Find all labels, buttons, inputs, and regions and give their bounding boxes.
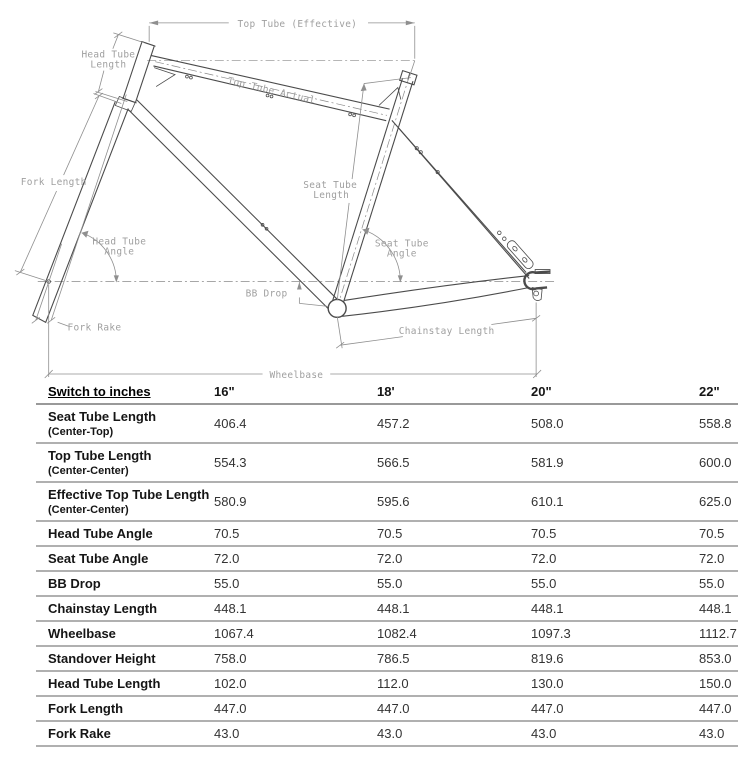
table-row [36, 443, 738, 482]
row-sublabel: (Center-Center) [48, 504, 129, 516]
row-label: Effective Top Tube Length [48, 487, 210, 502]
label-top-tube-effective: Top Tube (Effective) [237, 18, 358, 30]
column-header-16: 16" [214, 384, 235, 399]
value-cell: 1112.7 [699, 626, 737, 641]
value-cell: 43.0 [531, 726, 557, 741]
value-cell: 566.5 [377, 455, 410, 470]
label-seat-tube-angle-1: Seat Tube [374, 238, 429, 250]
value-cell: 70.5 [214, 526, 240, 541]
value-cell: 72.0 [214, 551, 240, 566]
value-cell: 600.0 [699, 455, 732, 470]
label-head-tube-angle-2: Angle [104, 246, 135, 258]
row-label: Fork Rake [48, 726, 111, 741]
row-label: Wheelbase [48, 626, 116, 641]
table-row [36, 571, 738, 596]
value-cell: 448.1 [531, 601, 564, 616]
geometry-table [36, 380, 738, 747]
row-sublabel: (Center-Top) [48, 426, 114, 438]
geometry-table-body [36, 404, 738, 746]
value-cell: 853.0 [699, 651, 732, 666]
value-cell: 406.4 [214, 416, 247, 431]
value-cell: 43.0 [699, 726, 725, 741]
label-wheelbase: Wheelbase [269, 370, 324, 380]
row-sublabel: (Center-Center) [48, 465, 129, 477]
label-fork-length: Fork Length [20, 177, 87, 189]
value-cell: 1082.4 [377, 626, 417, 641]
value-cell: 819.6 [531, 651, 564, 666]
label-top-tube-actual: Top Tube Actual [226, 75, 317, 107]
label-seat-tube-angle-2: Angle [386, 248, 417, 260]
row-label: Top Tube Length [48, 448, 152, 463]
value-cell: 1097.3 [531, 626, 571, 641]
value-cell: 72.0 [699, 551, 725, 566]
row-label: Chainstay Length [48, 601, 158, 616]
frame-geometry-svg [0, 0, 740, 380]
table-header-row [36, 380, 738, 404]
frame-geometry-diagram [0, 0, 740, 380]
value-cell: 558.8 [699, 416, 732, 431]
value-cell: 625.0 [699, 494, 732, 509]
table-row [36, 621, 738, 646]
table-row [36, 404, 738, 443]
value-cell: 448.1 [214, 601, 247, 616]
frame-outline [33, 41, 529, 322]
value-cell: 70.5 [531, 526, 557, 541]
value-cell: 447.0 [531, 701, 564, 716]
value-cell: 70.5 [377, 526, 403, 541]
column-header-20: 20" [531, 384, 552, 399]
table-row [36, 482, 738, 521]
table-row [36, 696, 738, 721]
value-cell: 508.0 [531, 416, 564, 431]
value-cell: 448.1 [377, 601, 410, 616]
value-cell: 130.0 [531, 676, 564, 691]
value-cell: 43.0 [214, 726, 240, 741]
value-cell: 150.0 [699, 676, 732, 691]
value-cell: 447.0 [699, 701, 732, 716]
label-chainstay-length: Chainstay Length [398, 326, 495, 338]
value-cell: 581.9 [531, 455, 564, 470]
table-row [36, 596, 738, 621]
label-head-tube-angle-1: Head Tube [92, 236, 147, 248]
column-header-18: 18' [377, 384, 395, 399]
value-cell: 102.0 [214, 676, 247, 691]
value-cell: 72.0 [531, 551, 557, 566]
label-head-tube-length-2: Length [90, 59, 127, 71]
rear-dropout [524, 270, 550, 301]
value-cell: 447.0 [214, 701, 247, 716]
value-cell: 595.6 [377, 494, 410, 509]
value-cell: 55.0 [377, 576, 403, 591]
value-cell: 112.0 [377, 676, 409, 691]
diagram-labels [21, 19, 495, 380]
value-cell: 758.0 [214, 651, 247, 666]
value-cell: 72.0 [377, 551, 403, 566]
value-cell: 55.0 [214, 576, 240, 591]
table-row [36, 546, 738, 571]
row-label: Head Tube Angle [48, 526, 153, 541]
label-seat-tube-length-1: Seat Tube [303, 180, 358, 192]
table-row [36, 521, 738, 546]
value-cell: 610.1 [531, 494, 564, 509]
label-fork-rake: Fork Rake [67, 322, 122, 334]
table-row [36, 671, 738, 696]
row-label: Head Tube Length [48, 676, 161, 691]
value-cell: 43.0 [377, 726, 403, 741]
value-cell: 786.5 [377, 651, 410, 666]
column-header-22: 22" [699, 384, 720, 399]
switch-to-inches-link[interactable]: Switch to inches [48, 384, 151, 399]
value-cell: 55.0 [531, 576, 557, 591]
table-row [36, 721, 738, 746]
value-cell: 1067.4 [214, 626, 254, 641]
row-label: Standover Height [48, 651, 156, 666]
value-cell: 70.5 [699, 526, 725, 541]
value-cell: 55.0 [699, 576, 725, 591]
row-label: Seat Tube Length [48, 409, 157, 424]
row-label: BB Drop [48, 576, 101, 591]
row-label: Seat Tube Angle [48, 551, 149, 566]
label-bb-drop: BB Drop [245, 288, 288, 300]
label-head-tube-length-1: Head Tube [81, 49, 136, 61]
value-cell: 457.2 [377, 416, 410, 431]
value-cell: 580.9 [214, 494, 247, 509]
value-cell: 447.0 [377, 701, 410, 716]
row-label: Fork Length [48, 701, 124, 716]
table-row [36, 646, 738, 671]
value-cell: 554.3 [214, 455, 247, 470]
value-cell: 448.1 [699, 601, 732, 616]
label-seat-tube-length-2: Length [313, 189, 350, 201]
